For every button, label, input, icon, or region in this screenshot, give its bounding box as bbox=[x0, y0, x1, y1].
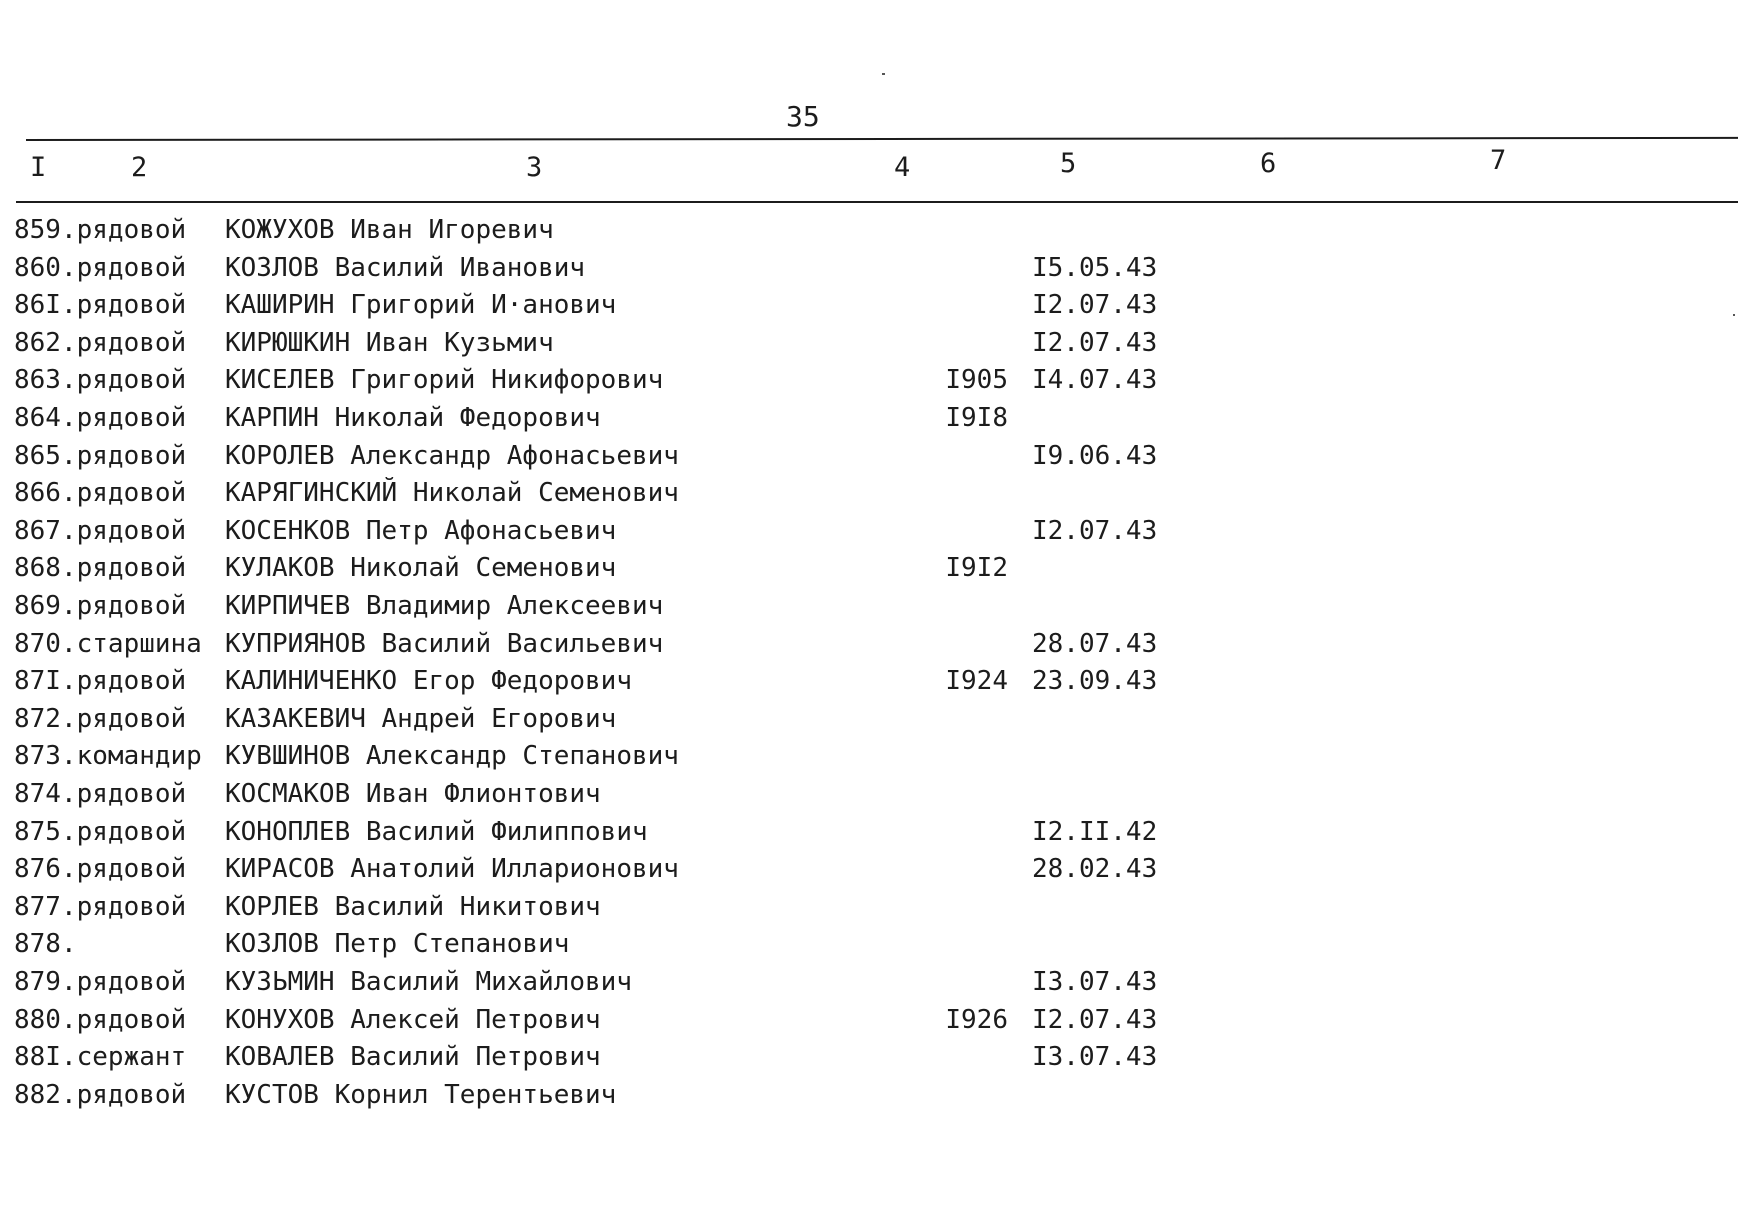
page-number: 35 bbox=[786, 100, 820, 133]
entry-number-rank: 875.рядовой bbox=[14, 817, 187, 847]
entry-number-rank: 864.рядовой bbox=[14, 403, 187, 433]
entry-number-rank: 868.рядовой bbox=[14, 553, 187, 583]
column-header-4: 4 bbox=[894, 152, 911, 183]
entry-number-rank: 879.рядовой bbox=[14, 967, 187, 997]
entry-date: I3.07.43 bbox=[1032, 967, 1158, 997]
entry-number-rank: 88I.сержант bbox=[14, 1042, 187, 1072]
entry-name: КУПРИЯНОВ Василий Васильевич bbox=[225, 629, 664, 659]
entry-number-rank: 882.рядовой bbox=[14, 1080, 187, 1110]
entry-name: КАЗАКЕВИЧ Андрей Егорович bbox=[225, 704, 617, 734]
list-item bbox=[0, 328, 1740, 365]
list-item bbox=[0, 290, 1740, 327]
entry-number-rank: 880.рядовой bbox=[14, 1005, 187, 1035]
entry-name: КАЛИНИЧЕНКО Егор Федорович bbox=[225, 666, 632, 696]
entry-name: КУЗЬМИН Василий Михайлович bbox=[225, 967, 632, 997]
entry-date: I2.07.43 bbox=[1032, 328, 1158, 358]
entry-name: КОЗЛОВ Василий Иванович bbox=[225, 253, 586, 283]
entry-name: КАШИРИН Григорий И·анович bbox=[225, 290, 617, 320]
entry-date: I2.07.43 bbox=[1032, 290, 1158, 320]
entry-number-rank: 877.рядовой bbox=[14, 892, 187, 922]
list-item bbox=[0, 478, 1740, 515]
entry-number-rank: 863.рядовой bbox=[14, 365, 187, 395]
entry-date: I9.06.43 bbox=[1032, 441, 1158, 471]
entry-birth-year: I905 bbox=[945, 365, 1008, 395]
list-item bbox=[0, 854, 1740, 891]
entry-date: I3.07.43 bbox=[1032, 1042, 1158, 1072]
entry-number-rank: 874.рядовой bbox=[14, 779, 187, 809]
column-header-3: 3 bbox=[526, 152, 543, 183]
header-rule-top bbox=[26, 137, 1738, 141]
entry-number-rank: 865.рядовой bbox=[14, 441, 187, 471]
entry-number-rank: 878. bbox=[14, 929, 77, 959]
entry-number-rank: 87I.рядовой bbox=[14, 666, 187, 696]
entry-birth-year: I926 bbox=[945, 1005, 1008, 1035]
column-header-6: 6 bbox=[1260, 148, 1277, 179]
list-item bbox=[0, 403, 1740, 440]
list-item bbox=[0, 441, 1740, 478]
entry-name: КИРПИЧЕВ Владимир Алексеевич bbox=[225, 591, 664, 621]
entry-name: КОЖУХОВ Иван Игоревич bbox=[225, 215, 554, 245]
list-item bbox=[0, 215, 1740, 252]
list-item bbox=[0, 967, 1740, 1004]
entry-birth-year: I9I8 bbox=[945, 403, 1008, 433]
entry-date: 23.09.43 bbox=[1032, 666, 1158, 696]
entry-number-rank: 876.рядовой bbox=[14, 854, 187, 884]
list-item bbox=[0, 591, 1740, 628]
list-item bbox=[0, 741, 1740, 778]
entry-number-rank: 860.рядовой bbox=[14, 253, 187, 283]
entry-name: КОНУХОВ Алексей Петрович bbox=[225, 1005, 601, 1035]
list-item bbox=[0, 1042, 1740, 1079]
list-item bbox=[0, 1005, 1740, 1042]
entry-date: I2.II.42 bbox=[1032, 817, 1158, 847]
entry-name: КУЛАКОВ Николай Семенович bbox=[225, 553, 617, 583]
list-item bbox=[0, 516, 1740, 553]
entry-number-rank: 859.рядовой bbox=[14, 215, 187, 245]
entry-name: КАРПИН Николай Федорович bbox=[225, 403, 601, 433]
list-item bbox=[0, 704, 1740, 741]
entry-name: КИРАСОВ Анатолий Илларионович bbox=[225, 854, 679, 884]
entry-number-rank: 872.рядовой bbox=[14, 704, 187, 734]
entry-name: КОВАЛЕВ Василий Петрович bbox=[225, 1042, 601, 1072]
column-header-1: I bbox=[30, 152, 47, 183]
entry-date: I4.07.43 bbox=[1032, 365, 1158, 395]
entry-number-rank: 862.рядовой bbox=[14, 328, 187, 358]
entry-name: КОСЕНКОВ Петр Афонасьевич bbox=[225, 516, 617, 546]
entry-name: КИРЮШКИН Иван Кузьмич bbox=[225, 328, 554, 358]
entry-name: КОРЛЕВ Василий Никитович bbox=[225, 892, 601, 922]
column-header-2: 2 bbox=[131, 152, 148, 183]
entry-date: I5.05.43 bbox=[1032, 253, 1158, 283]
entry-birth-year: I9I2 bbox=[945, 553, 1008, 583]
list-item bbox=[0, 666, 1740, 703]
list-item bbox=[0, 629, 1740, 666]
entry-name: КОЗЛОВ Петр Степанович bbox=[225, 929, 570, 959]
entry-name: КИСЕЛЕВ Григорий Никифорович bbox=[225, 365, 664, 395]
list-item bbox=[0, 817, 1740, 854]
entry-number-rank: 869.рядовой bbox=[14, 591, 187, 621]
entry-date: 28.07.43 bbox=[1032, 629, 1158, 659]
list-item bbox=[0, 1080, 1740, 1117]
list-item bbox=[0, 553, 1740, 590]
header-rule-bottom bbox=[16, 201, 1738, 203]
entry-name: КУВШИНОВ Александр Степанович bbox=[225, 741, 679, 771]
entry-name: КУСТОВ Корнил Терентьевич bbox=[225, 1080, 617, 1110]
entry-date: 28.02.43 bbox=[1032, 854, 1158, 884]
entry-number-rank: 866.рядовой bbox=[14, 478, 187, 508]
entry-number-rank: 86I.рядовой bbox=[14, 290, 187, 320]
entry-name: КОСМАКОВ Иван Флионтович bbox=[225, 779, 601, 809]
entry-birth-year: I924 bbox=[945, 666, 1008, 696]
list-item bbox=[0, 365, 1740, 402]
entry-name: КОРОЛЕВ Александр Афонасьевич bbox=[225, 441, 679, 471]
column-header-5: 5 bbox=[1060, 148, 1077, 179]
entry-date: I2.07.43 bbox=[1032, 1005, 1158, 1035]
entry-number-rank: 867.рядовой bbox=[14, 516, 187, 546]
entry-number-rank: 873.командир bbox=[14, 741, 202, 771]
entry-date: I2.07.43 bbox=[1032, 516, 1158, 546]
speck-mark bbox=[882, 73, 885, 75]
entry-name: КОНОПЛЕВ Василий Филиппович bbox=[225, 817, 648, 847]
column-header-7: 7 bbox=[1490, 145, 1507, 176]
list-item bbox=[0, 253, 1740, 290]
list-item bbox=[0, 892, 1740, 929]
list-item bbox=[0, 929, 1740, 966]
list-item bbox=[0, 779, 1740, 816]
entry-number-rank: 870.старшина bbox=[14, 629, 202, 659]
entry-name: КАРЯГИНСКИЙ Николай Семенович bbox=[225, 478, 679, 508]
